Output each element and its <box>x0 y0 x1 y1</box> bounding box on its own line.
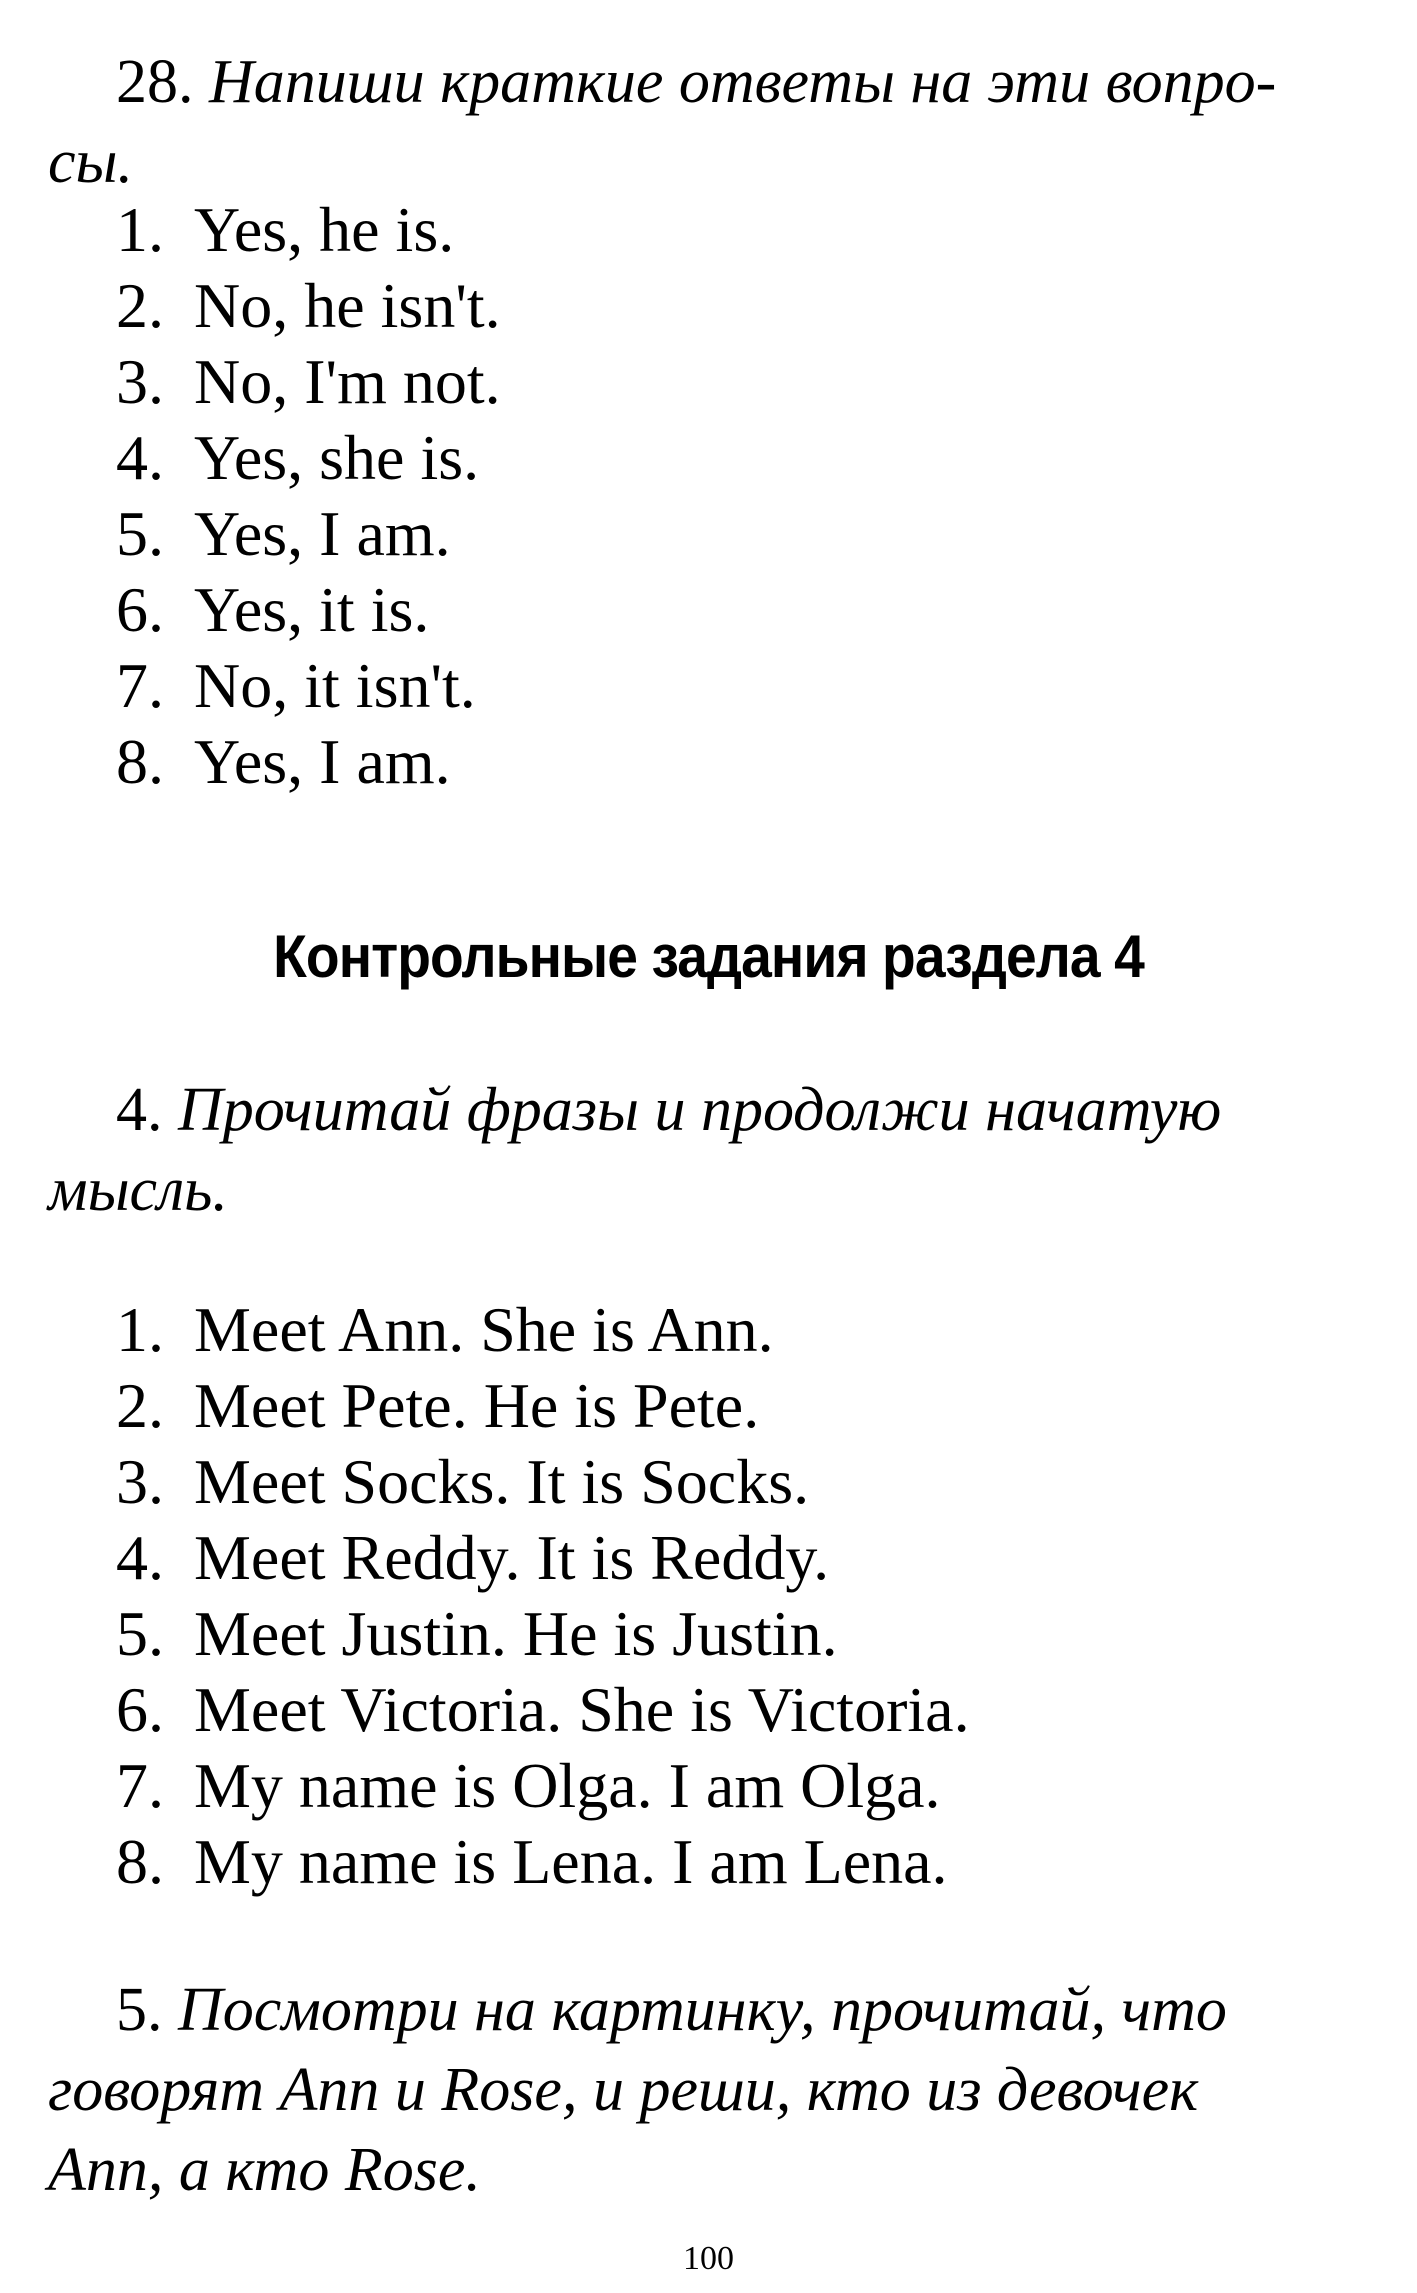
task-5-text-line3: Ann, а кто Rose. <box>48 2136 481 2204</box>
task-5-text-line2: говорят Ann и Rose, и реши, кто из девочек <box>48 2056 1199 2124</box>
list-item: 1. Meet Ann. She is Ann. <box>116 1294 774 1365</box>
task-4-answers <box>116 1292 970 1900</box>
list-item: 6. Meet Victoria. She is Victoria. <box>116 1674 970 1745</box>
exercise-28-prompt <box>48 42 1368 202</box>
task-5-number: 5. <box>116 1976 163 2044</box>
exercise-28-text-line1: Напиши краткие ответы на эти вопро- <box>209 48 1277 116</box>
section-heading: Контрольные задания раздела 4 <box>273 923 1144 990</box>
list-item: 3. Meet Socks. It is Socks. <box>116 1446 810 1517</box>
list-item: 1. Yes, he is. <box>116 194 455 265</box>
list-item: 5. Meet Justin. He is Justin. <box>116 1598 838 1669</box>
exercise-28-answers <box>116 192 501 800</box>
list-item: 7. No, it isn't. <box>116 650 476 721</box>
list-item: 8. My name is Lena. I am Lena. <box>116 1826 948 1897</box>
task-4-number: 4. <box>116 1076 163 1144</box>
task-4-text-line1: Прочитай фразы и продолжи начатую <box>178 1076 1222 1144</box>
exercise-28-number: 28. <box>116 48 194 116</box>
list-item: 2. Meet Pete. He is Pete. <box>116 1370 760 1441</box>
task-5-text-line1: Посмотри на картинку, прочитай, что <box>178 1976 1227 2044</box>
list-item: 2. No, he isn't. <box>116 270 501 341</box>
exercise-28-text-line2: сы. <box>48 128 134 196</box>
task-5-prompt <box>48 1970 1368 2210</box>
list-item: 6. Yes, it is. <box>116 574 430 645</box>
list-item: 5. Yes, I am. <box>116 498 451 569</box>
task-4-text-line2: мысль. <box>48 1156 228 1224</box>
list-item: 8. Yes, I am. <box>116 726 451 797</box>
page-number: 100 <box>683 2240 734 2277</box>
task-4-prompt <box>48 1070 1368 1230</box>
list-item: 4. Meet Reddy. It is Reddy. <box>116 1522 830 1593</box>
list-item: 7. My name is Olga. I am Olga. <box>116 1750 941 1821</box>
list-item: 3. No, I'm not. <box>116 346 501 417</box>
list-item: 4. Yes, she is. <box>116 422 480 493</box>
